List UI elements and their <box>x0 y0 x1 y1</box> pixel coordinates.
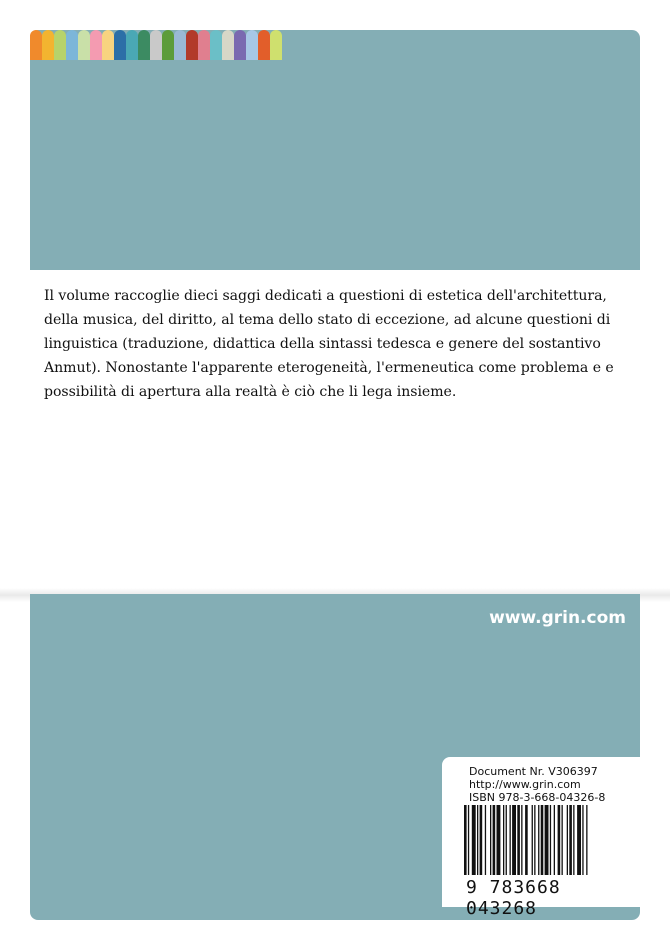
barcode-image <box>464 805 624 875</box>
barcode-bar <box>490 805 491 875</box>
barcode-digits: 9 783668 043268 <box>466 877 561 919</box>
barcode-bar <box>472 805 476 875</box>
color-stripe <box>186 30 198 60</box>
barcode-bar <box>562 805 563 875</box>
color-stripes <box>30 30 282 60</box>
publisher-url[interactable]: www.grin.com <box>489 608 626 628</box>
barcode-box <box>442 757 641 919</box>
barcode-bar <box>550 805 551 875</box>
color-stripe <box>150 30 162 60</box>
color-stripe <box>138 30 150 60</box>
barcode-bar <box>554 805 555 875</box>
color-stripe <box>54 30 66 60</box>
color-stripe <box>174 30 186 60</box>
barcode-bar <box>512 805 516 875</box>
barcode-bar <box>510 805 511 875</box>
barcode-bar <box>464 805 467 875</box>
color-stripe <box>30 30 42 60</box>
barcode-bar <box>541 805 544 875</box>
color-stripe <box>222 30 234 60</box>
color-stripe <box>102 30 114 60</box>
color-stripe <box>162 30 174 60</box>
barcode-bar <box>582 805 583 875</box>
barcode-bar <box>468 805 469 875</box>
color-stripe <box>246 30 258 60</box>
barcode-bar <box>586 805 587 875</box>
barcode-bar <box>485 805 486 875</box>
color-stripe <box>234 30 246 60</box>
barcode-bar <box>532 805 533 875</box>
barcode-bar <box>480 805 483 875</box>
color-stripe <box>210 30 222 60</box>
barcode-bar <box>569 805 572 875</box>
document-url: http://www.grin.com <box>469 778 581 791</box>
document-number: Document Nr. V306397 <box>469 765 598 778</box>
blurb-panel <box>30 270 640 592</box>
barcode-bar <box>497 805 501 875</box>
barcode-bar <box>493 805 496 875</box>
barcode-bar <box>525 805 528 875</box>
color-stripe <box>42 30 54 60</box>
color-stripe <box>114 30 126 60</box>
barcode-bar <box>477 805 478 875</box>
color-stripe <box>78 30 90 60</box>
color-stripe <box>258 30 270 60</box>
barcode-bar <box>521 805 522 875</box>
barcode-bar <box>538 805 539 875</box>
barcode-bar <box>558 805 561 875</box>
cover-top-panel <box>30 30 640 270</box>
barcode-bar <box>506 805 507 875</box>
barcode-bar <box>503 805 504 875</box>
color-stripe <box>126 30 138 60</box>
barcode-bar <box>577 805 581 875</box>
barcode-bar <box>567 805 568 875</box>
isbn-number: ISBN 978-3-668-04326-8 <box>469 791 606 804</box>
color-stripe <box>198 30 210 60</box>
barcode-bar <box>573 805 574 875</box>
barcode-bar <box>534 805 535 875</box>
book-description: Il volume raccoglie dieci saggi dedicati a questioni di estetica dell'architettura, della musica, del diritto, al tema dello stato di eccezione, ad alcune questioni di linguistica (traduzione, didattica della sintassi tedesca e genere del sostantivo Anmut). Nonostante l'apparente eterogeneità, l'ermeneutica come problema e e possibilità di apertura alla realtà è ciò che li lega insieme. <box>44 288 614 400</box>
color-stripe <box>270 30 282 60</box>
color-stripe <box>66 30 78 60</box>
barcode-bar <box>545 805 549 875</box>
color-stripe <box>90 30 102 60</box>
barcode-bar <box>517 805 520 875</box>
document-info <box>469 765 605 804</box>
